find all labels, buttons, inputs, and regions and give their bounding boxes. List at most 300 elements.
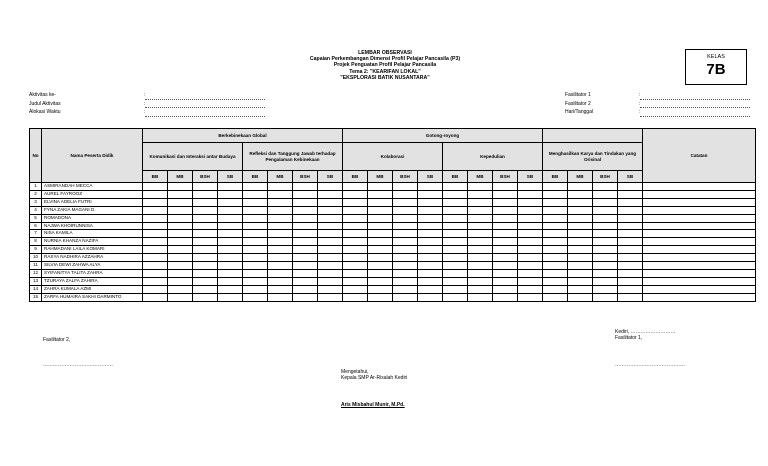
score-cell[interactable] [293, 214, 318, 222]
score-cell[interactable] [568, 246, 593, 254]
score-cell[interactable] [143, 277, 168, 285]
score-cell[interactable] [493, 293, 518, 301]
score-cell[interactable] [193, 214, 218, 222]
score-cell[interactable] [318, 262, 343, 270]
score-cell[interactable] [418, 285, 443, 293]
score-cell[interactable] [293, 246, 318, 254]
score-cell[interactable] [268, 183, 293, 191]
score-cell[interactable] [318, 269, 343, 277]
score-cell[interactable] [318, 190, 343, 198]
score-cell[interactable] [493, 206, 518, 214]
score-cell[interactable] [268, 293, 293, 301]
score-cell[interactable] [468, 222, 493, 230]
score-cell[interactable] [293, 238, 318, 246]
score-cell[interactable] [193, 285, 218, 293]
score-cell[interactable] [618, 293, 643, 301]
score-cell[interactable] [543, 190, 568, 198]
score-cell[interactable] [243, 293, 268, 301]
score-cell[interactable] [368, 230, 393, 238]
score-cell[interactable] [368, 269, 393, 277]
score-cell[interactable] [343, 222, 368, 230]
score-cell[interactable] [268, 198, 293, 206]
score-cell[interactable] [518, 183, 543, 191]
score-cell[interactable] [393, 206, 418, 214]
score-cell[interactable] [293, 285, 318, 293]
score-cell[interactable] [168, 222, 193, 230]
score-cell[interactable] [468, 254, 493, 262]
score-cell[interactable] [443, 206, 468, 214]
notes-cell[interactable] [643, 269, 756, 277]
score-cell[interactable] [293, 206, 318, 214]
score-cell[interactable] [243, 206, 268, 214]
score-cell[interactable] [343, 230, 368, 238]
score-cell[interactable] [193, 277, 218, 285]
score-cell[interactable] [168, 293, 193, 301]
score-cell[interactable] [468, 230, 493, 238]
score-cell[interactable] [418, 198, 443, 206]
score-cell[interactable] [318, 214, 343, 222]
score-cell[interactable] [443, 214, 468, 222]
score-cell[interactable] [143, 183, 168, 191]
score-cell[interactable] [418, 214, 443, 222]
score-cell[interactable] [343, 238, 368, 246]
score-cell[interactable] [493, 222, 518, 230]
score-cell[interactable] [193, 222, 218, 230]
score-cell[interactable] [568, 254, 593, 262]
score-cell[interactable] [168, 214, 193, 222]
score-cell[interactable] [243, 262, 268, 270]
score-cell[interactable] [368, 285, 393, 293]
score-cell[interactable] [218, 293, 243, 301]
score-cell[interactable] [493, 269, 518, 277]
score-cell[interactable] [143, 246, 168, 254]
score-cell[interactable] [493, 238, 518, 246]
score-cell[interactable] [243, 285, 268, 293]
score-cell[interactable] [393, 214, 418, 222]
score-cell[interactable] [193, 293, 218, 301]
score-cell[interactable] [393, 285, 418, 293]
score-cell[interactable] [343, 277, 368, 285]
score-cell[interactable] [493, 246, 518, 254]
score-cell[interactable] [268, 285, 293, 293]
score-cell[interactable] [618, 246, 643, 254]
score-cell[interactable] [618, 285, 643, 293]
score-cell[interactable] [443, 183, 468, 191]
score-cell[interactable] [143, 293, 168, 301]
score-cell[interactable] [593, 190, 618, 198]
notes-cell[interactable] [643, 254, 756, 262]
score-cell[interactable] [468, 269, 493, 277]
score-cell[interactable] [343, 198, 368, 206]
score-cell[interactable] [368, 277, 393, 285]
score-cell[interactable] [618, 198, 643, 206]
score-cell[interactable] [543, 269, 568, 277]
score-cell[interactable] [168, 254, 193, 262]
score-cell[interactable] [193, 238, 218, 246]
notes-cell[interactable] [643, 262, 756, 270]
score-cell[interactable] [243, 222, 268, 230]
score-cell[interactable] [193, 230, 218, 238]
score-cell[interactable] [568, 206, 593, 214]
notes-cell[interactable] [643, 285, 756, 293]
score-cell[interactable] [218, 262, 243, 270]
score-cell[interactable] [343, 254, 368, 262]
score-cell[interactable] [293, 277, 318, 285]
score-cell[interactable] [168, 238, 193, 246]
score-cell[interactable] [568, 230, 593, 238]
score-cell[interactable] [368, 254, 393, 262]
score-cell[interactable] [343, 293, 368, 301]
notes-cell[interactable] [643, 222, 756, 230]
score-cell[interactable] [368, 293, 393, 301]
score-cell[interactable] [343, 206, 368, 214]
score-cell[interactable] [193, 254, 218, 262]
score-cell[interactable] [218, 238, 243, 246]
score-cell[interactable] [568, 269, 593, 277]
score-cell[interactable] [268, 246, 293, 254]
score-cell[interactable] [293, 262, 318, 270]
score-cell[interactable] [293, 254, 318, 262]
score-cell[interactable] [618, 254, 643, 262]
score-cell[interactable] [418, 262, 443, 270]
score-cell[interactable] [393, 277, 418, 285]
score-cell[interactable] [368, 214, 393, 222]
score-cell[interactable] [618, 206, 643, 214]
score-cell[interactable] [493, 183, 518, 191]
score-cell[interactable] [518, 246, 543, 254]
score-cell[interactable] [143, 262, 168, 270]
score-cell[interactable] [543, 277, 568, 285]
score-cell[interactable] [593, 246, 618, 254]
score-cell[interactable] [168, 190, 193, 198]
score-cell[interactable] [493, 190, 518, 198]
score-cell[interactable] [543, 293, 568, 301]
score-cell[interactable] [468, 246, 493, 254]
score-cell[interactable] [568, 293, 593, 301]
score-cell[interactable] [393, 198, 418, 206]
score-cell[interactable] [243, 269, 268, 277]
notes-cell[interactable] [643, 277, 756, 285]
score-cell[interactable] [293, 269, 318, 277]
score-cell[interactable] [418, 238, 443, 246]
score-cell[interactable] [443, 246, 468, 254]
score-cell[interactable] [418, 277, 443, 285]
score-cell[interactable] [168, 285, 193, 293]
score-cell[interactable] [468, 183, 493, 191]
score-cell[interactable] [418, 254, 443, 262]
score-cell[interactable] [293, 293, 318, 301]
score-cell[interactable] [443, 222, 468, 230]
score-cell[interactable] [543, 206, 568, 214]
score-cell[interactable] [168, 183, 193, 191]
score-cell[interactable] [368, 206, 393, 214]
score-cell[interactable] [218, 198, 243, 206]
score-cell[interactable] [143, 214, 168, 222]
score-cell[interactable] [218, 277, 243, 285]
score-cell[interactable] [418, 293, 443, 301]
score-cell[interactable] [268, 206, 293, 214]
score-cell[interactable] [418, 222, 443, 230]
score-cell[interactable] [543, 246, 568, 254]
score-cell[interactable] [393, 238, 418, 246]
score-cell[interactable] [568, 277, 593, 285]
fill-line[interactable] [145, 94, 265, 100]
score-cell[interactable] [168, 230, 193, 238]
score-cell[interactable] [468, 293, 493, 301]
score-cell[interactable] [618, 230, 643, 238]
score-cell[interactable] [318, 246, 343, 254]
score-cell[interactable] [393, 183, 418, 191]
score-cell[interactable] [318, 222, 343, 230]
score-cell[interactable] [293, 183, 318, 191]
score-cell[interactable] [543, 183, 568, 191]
score-cell[interactable] [493, 198, 518, 206]
score-cell[interactable] [443, 190, 468, 198]
score-cell[interactable] [268, 222, 293, 230]
score-cell[interactable] [268, 254, 293, 262]
score-cell[interactable] [593, 262, 618, 270]
score-cell[interactable] [343, 190, 368, 198]
score-cell[interactable] [143, 198, 168, 206]
score-cell[interactable] [543, 222, 568, 230]
score-cell[interactable] [168, 198, 193, 206]
score-cell[interactable] [193, 206, 218, 214]
score-cell[interactable] [143, 254, 168, 262]
score-cell[interactable] [518, 222, 543, 230]
score-cell[interactable] [243, 183, 268, 191]
score-cell[interactable] [468, 206, 493, 214]
score-cell[interactable] [318, 277, 343, 285]
score-cell[interactable] [243, 230, 268, 238]
score-cell[interactable] [393, 222, 418, 230]
score-cell[interactable] [243, 238, 268, 246]
score-cell[interactable] [493, 214, 518, 222]
score-cell[interactable] [318, 206, 343, 214]
notes-cell[interactable] [643, 190, 756, 198]
score-cell[interactable] [218, 230, 243, 238]
score-cell[interactable] [318, 293, 343, 301]
score-cell[interactable] [393, 269, 418, 277]
score-cell[interactable] [318, 254, 343, 262]
score-cell[interactable] [243, 254, 268, 262]
score-cell[interactable] [368, 246, 393, 254]
score-cell[interactable] [518, 254, 543, 262]
notes-cell[interactable] [643, 246, 756, 254]
score-cell[interactable] [618, 262, 643, 270]
score-cell[interactable] [343, 214, 368, 222]
score-cell[interactable] [468, 285, 493, 293]
score-cell[interactable] [218, 183, 243, 191]
score-cell[interactable] [393, 246, 418, 254]
score-cell[interactable] [518, 277, 543, 285]
score-cell[interactable] [143, 190, 168, 198]
score-cell[interactable] [243, 277, 268, 285]
score-cell[interactable] [418, 246, 443, 254]
score-cell[interactable] [243, 190, 268, 198]
score-cell[interactable] [193, 269, 218, 277]
score-cell[interactable] [293, 222, 318, 230]
score-cell[interactable] [418, 183, 443, 191]
notes-cell[interactable] [643, 238, 756, 246]
score-cell[interactable] [268, 214, 293, 222]
score-cell[interactable] [168, 206, 193, 214]
score-cell[interactable] [618, 222, 643, 230]
score-cell[interactable] [143, 222, 168, 230]
score-cell[interactable] [493, 262, 518, 270]
score-cell[interactable] [468, 214, 493, 222]
score-cell[interactable] [168, 262, 193, 270]
score-cell[interactable] [393, 262, 418, 270]
score-cell[interactable] [518, 262, 543, 270]
score-cell[interactable] [593, 206, 618, 214]
score-cell[interactable] [293, 230, 318, 238]
score-cell[interactable] [193, 198, 218, 206]
score-cell[interactable] [218, 269, 243, 277]
score-cell[interactable] [268, 230, 293, 238]
score-cell[interactable] [293, 198, 318, 206]
score-cell[interactable] [618, 269, 643, 277]
score-cell[interactable] [143, 285, 168, 293]
score-cell[interactable] [593, 198, 618, 206]
score-cell[interactable] [368, 262, 393, 270]
score-cell[interactable] [218, 190, 243, 198]
score-cell[interactable] [218, 285, 243, 293]
score-cell[interactable] [418, 206, 443, 214]
score-cell[interactable] [268, 238, 293, 246]
score-cell[interactable] [318, 238, 343, 246]
score-cell[interactable] [618, 190, 643, 198]
score-cell[interactable] [593, 230, 618, 238]
score-cell[interactable] [518, 269, 543, 277]
score-cell[interactable] [243, 246, 268, 254]
score-cell[interactable] [443, 262, 468, 270]
score-cell[interactable] [568, 238, 593, 246]
score-cell[interactable] [618, 214, 643, 222]
score-cell[interactable] [593, 238, 618, 246]
score-cell[interactable] [418, 269, 443, 277]
score-cell[interactable] [618, 277, 643, 285]
score-cell[interactable] [493, 254, 518, 262]
score-cell[interactable] [593, 293, 618, 301]
score-cell[interactable] [543, 285, 568, 293]
score-cell[interactable] [568, 262, 593, 270]
score-cell[interactable] [543, 230, 568, 238]
notes-cell[interactable] [643, 206, 756, 214]
score-cell[interactable] [468, 238, 493, 246]
score-cell[interactable] [618, 183, 643, 191]
score-cell[interactable] [168, 277, 193, 285]
score-cell[interactable] [543, 238, 568, 246]
score-cell[interactable] [418, 230, 443, 238]
score-cell[interactable] [393, 190, 418, 198]
score-cell[interactable] [518, 285, 543, 293]
score-cell[interactable] [568, 198, 593, 206]
score-cell[interactable] [218, 214, 243, 222]
score-cell[interactable] [518, 293, 543, 301]
score-cell[interactable] [618, 238, 643, 246]
score-cell[interactable] [293, 190, 318, 198]
score-cell[interactable] [518, 190, 543, 198]
score-cell[interactable] [568, 285, 593, 293]
score-cell[interactable] [218, 206, 243, 214]
score-cell[interactable] [193, 262, 218, 270]
score-cell[interactable] [443, 238, 468, 246]
score-cell[interactable] [268, 269, 293, 277]
score-cell[interactable] [443, 277, 468, 285]
score-cell[interactable] [443, 198, 468, 206]
score-cell[interactable] [518, 198, 543, 206]
score-cell[interactable] [243, 214, 268, 222]
score-cell[interactable] [493, 285, 518, 293]
score-cell[interactable] [568, 222, 593, 230]
score-cell[interactable] [368, 222, 393, 230]
score-cell[interactable] [593, 222, 618, 230]
score-cell[interactable] [468, 190, 493, 198]
notes-cell[interactable] [643, 230, 756, 238]
score-cell[interactable] [593, 277, 618, 285]
score-cell[interactable] [468, 262, 493, 270]
fill-line[interactable] [640, 94, 750, 100]
score-cell[interactable] [268, 277, 293, 285]
score-cell[interactable] [368, 198, 393, 206]
score-cell[interactable] [218, 254, 243, 262]
score-cell[interactable] [143, 206, 168, 214]
score-cell[interactable] [218, 246, 243, 254]
score-cell[interactable] [543, 262, 568, 270]
score-cell[interactable] [593, 214, 618, 222]
score-cell[interactable] [568, 183, 593, 191]
score-cell[interactable] [443, 230, 468, 238]
score-cell[interactable] [368, 190, 393, 198]
score-cell[interactable] [168, 269, 193, 277]
score-cell[interactable] [268, 190, 293, 198]
score-cell[interactable] [493, 277, 518, 285]
score-cell[interactable] [343, 183, 368, 191]
score-cell[interactable] [318, 198, 343, 206]
score-cell[interactable] [418, 190, 443, 198]
score-cell[interactable] [193, 190, 218, 198]
score-cell[interactable] [168, 246, 193, 254]
notes-cell[interactable] [643, 293, 756, 301]
score-cell[interactable] [218, 222, 243, 230]
score-cell[interactable] [143, 269, 168, 277]
score-cell[interactable] [193, 246, 218, 254]
score-cell[interactable] [568, 190, 593, 198]
score-cell[interactable] [268, 262, 293, 270]
score-cell[interactable] [443, 285, 468, 293]
score-cell[interactable] [468, 277, 493, 285]
score-cell[interactable] [543, 214, 568, 222]
score-cell[interactable] [468, 198, 493, 206]
score-cell[interactable] [343, 285, 368, 293]
score-cell[interactable] [593, 269, 618, 277]
score-cell[interactable] [393, 254, 418, 262]
score-cell[interactable] [543, 198, 568, 206]
score-cell[interactable] [593, 254, 618, 262]
score-cell[interactable] [318, 285, 343, 293]
score-cell[interactable] [443, 269, 468, 277]
score-cell[interactable] [393, 293, 418, 301]
notes-cell[interactable] [643, 198, 756, 206]
score-cell[interactable] [143, 230, 168, 238]
score-cell[interactable] [593, 183, 618, 191]
score-cell[interactable] [518, 206, 543, 214]
score-cell[interactable] [393, 230, 418, 238]
fill-line[interactable] [640, 111, 750, 117]
notes-cell[interactable] [643, 183, 756, 191]
score-cell[interactable] [368, 238, 393, 246]
score-cell[interactable] [568, 214, 593, 222]
